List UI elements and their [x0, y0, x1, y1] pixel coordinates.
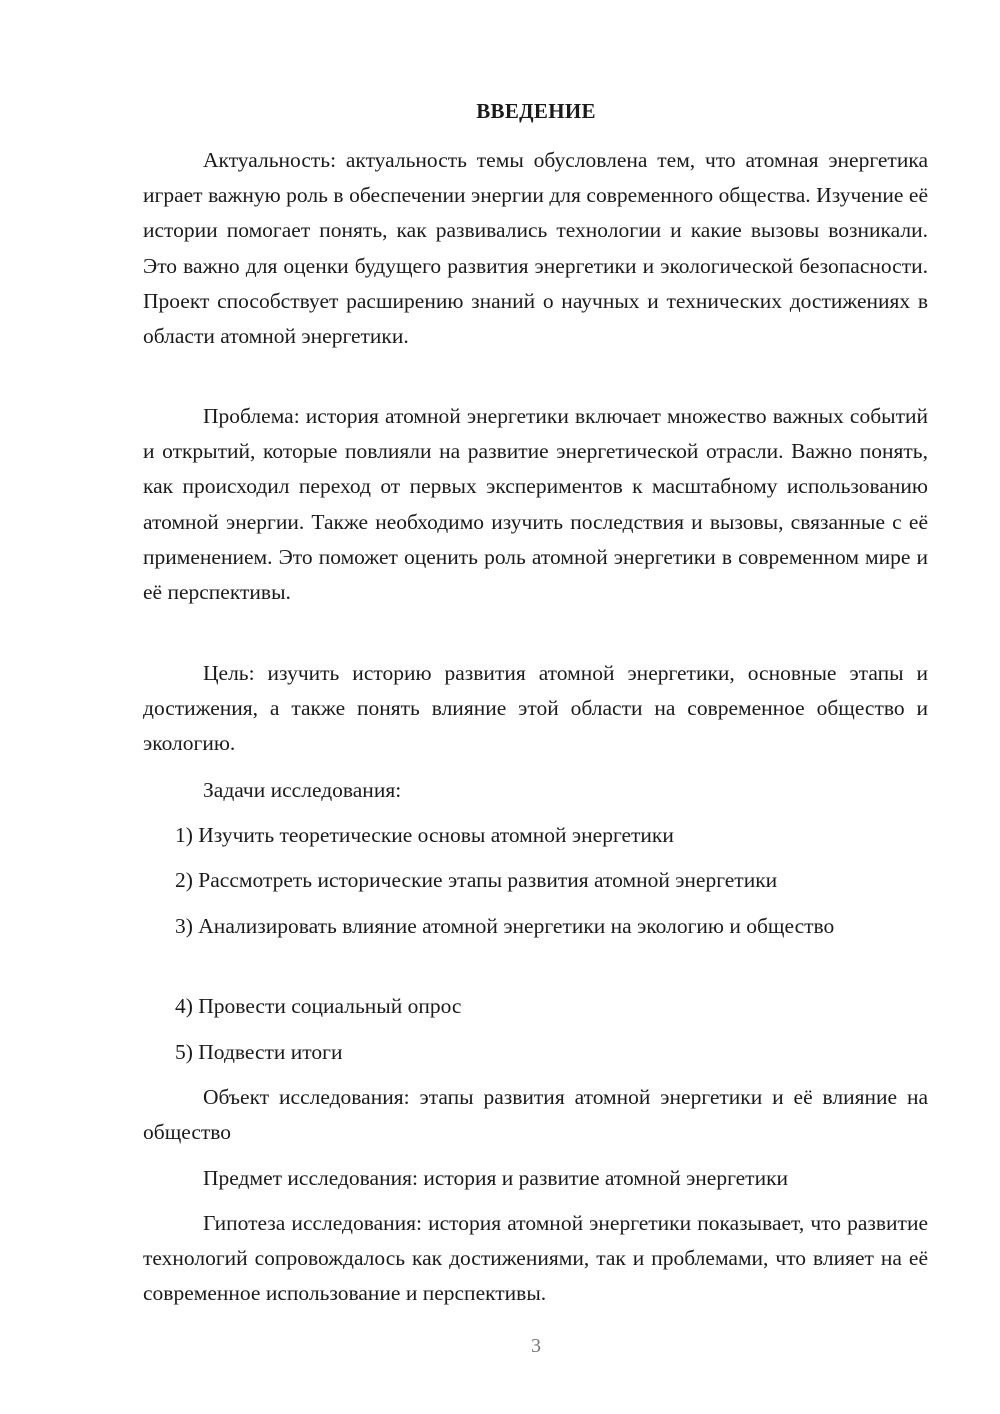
- page-title: ВВЕДЕНИЕ: [476, 99, 596, 123]
- page-number: 3: [531, 1335, 541, 1357]
- tasks-heading: Задачи исследования:: [203, 778, 402, 802]
- object-paragraph: Объект исследования: этапы развития атомной энергетики и её влияние на общество: [143, 1085, 928, 1145]
- relevance-paragraph: Актуальность: актуальность темы обусловлена тем, что атомная энергетика играет важную роль в обеспечении энергии для современного общества. Изучение её истории помогает понять, как развивались технологии и какие вызовы возникали. Это важно для оценки будущего развития энергетики и экологической безопасности. Проект способствует расширению знаний о научных и технических достижениях в области атомной энергетики.: [143, 148, 928, 349]
- hypothesis-paragraph: Гипотеза исследования: история атомной энергетики показывает, что развитие технологий сопровождалось как достижениями, так и проблемами, что влияет на её современное использование и перспективы.: [143, 1211, 928, 1306]
- task-item-3: 3) Анализировать влияние атомной энергетики на экологию и общество: [175, 914, 835, 938]
- task-item-1: 1) Изучить теоретические основы атомной энергетики: [175, 823, 674, 847]
- problem-paragraph: Проблема: история атомной энергетики включает множество важных событий и открытий, которые повлияли на развитие энергетической отрасли. Важно понять, как происходил переход от первых экспериментов к масштабному использованию атомной энергии. Также необходимо изучить последствия и вызовы, связанные с её применением. Это поможет оценить роль атомной энергетики в современном мире и её перспективы.: [143, 404, 928, 605]
- task-item-5: 5) Подвести итоги: [175, 1040, 343, 1064]
- task-item-4: 4) Провести социальный опрос: [175, 994, 462, 1018]
- subject-paragraph: Предмет исследования: история и развитие атомной энергетики: [203, 1166, 789, 1190]
- task-item-2: 2) Рассмотреть исторические этапы развития атомной энергетики: [175, 868, 778, 892]
- goal-paragraph: Цель: изучить историю развития атомной энергетики, основные этапы и достижения, а также понять влияние этой области на современное общество и экологию.: [143, 661, 928, 756]
